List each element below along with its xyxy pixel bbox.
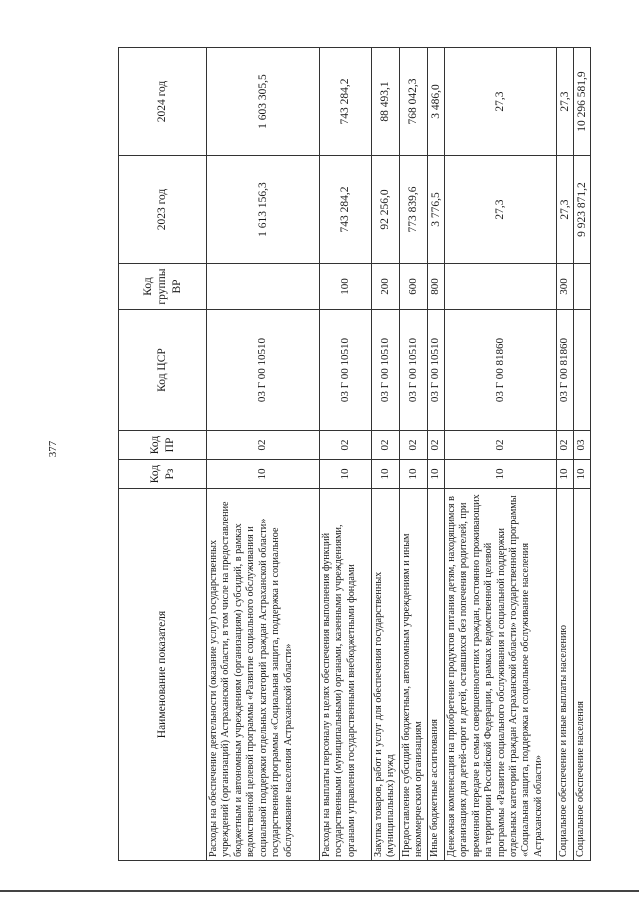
row-2024: 27,3 xyxy=(444,48,556,156)
bottom-rule xyxy=(0,890,639,892)
table-row xyxy=(573,48,590,861)
row-rz: 10 xyxy=(320,460,372,489)
row-name: Денежная компенсация на приобретение продуктов питания детям, находящимся в организациях для детей-сирот и детей, оставшихся без попечения родителей, при временной передаче в семьи совершеннолетних граждан, постоянно проживающих на территории Российской Федерации, в рамках ведомственной целевой программы «Развитие социального обслуживания и социальной поддержки отдельных категорий граждан Астраханской области» государственной программы «Социальная защита, поддержка и социальное обслуживание населения Астраханской области» xyxy=(444,489,556,861)
row-2024: 743 284,2 xyxy=(320,48,372,156)
row-rz: 10 xyxy=(573,460,590,489)
row-rz: 10 xyxy=(399,460,427,489)
row-pr: 02 xyxy=(427,431,444,460)
row-vr: 300 xyxy=(556,264,573,310)
row-pr: 03 xyxy=(573,431,590,460)
row-2024: 1 603 305,5 xyxy=(207,48,320,156)
row-vr: 600 xyxy=(399,264,427,310)
header-rz: Код Рз xyxy=(119,460,207,489)
row-vr xyxy=(207,264,320,310)
header-2024: 2024 год xyxy=(119,48,207,156)
row-2023: 3 776,5 xyxy=(427,156,444,264)
row-name: Социальное обеспечение населения xyxy=(573,489,590,861)
row-vr xyxy=(573,264,590,310)
header-2023: 2023 год xyxy=(119,156,207,264)
row-2024: 10 296 581,9 xyxy=(573,48,590,156)
row-csr: 03 Г 00 81860 xyxy=(556,310,573,431)
row-csr: 03 Г 00 10510 xyxy=(207,310,320,431)
row-vr xyxy=(444,264,556,310)
row-2024: 27,3 xyxy=(556,48,573,156)
row-name: Социальное обеспечение и иные выплаты населению xyxy=(556,489,573,861)
header-csr: Код ЦСР xyxy=(119,310,207,431)
table-row xyxy=(372,48,400,861)
row-2023: 92 256,0 xyxy=(372,156,400,264)
row-2024: 768 042,3 xyxy=(399,48,427,156)
table-row xyxy=(320,48,372,861)
row-rz: 10 xyxy=(444,460,556,489)
row-csr xyxy=(573,310,590,431)
table-row xyxy=(207,48,320,861)
row-pr: 02 xyxy=(444,431,556,460)
row-csr: 03 Г 00 10510 xyxy=(399,310,427,431)
page-number: 377 xyxy=(47,440,59,458)
table-row xyxy=(399,48,427,861)
row-2024: 88 493,1 xyxy=(372,48,400,156)
row-vr: 800 xyxy=(427,264,444,310)
row-2023: 773 839,6 xyxy=(399,156,427,264)
table-row xyxy=(427,48,444,861)
row-rz: 10 xyxy=(207,460,320,489)
table-row xyxy=(444,48,556,861)
row-pr: 02 xyxy=(372,431,400,460)
row-2023: 27,3 xyxy=(444,156,556,264)
table-header-row xyxy=(119,48,207,861)
row-name: Расходы на обеспечение деятельности (оказание услуг) государственных учреждений (организаций) Астраханской области, в том числе на предоставление бюджетным и автономным учреждениям (организациям) субсидий, в рамках ведомственной целевой программы «Развитие социального обслуживания и социальной поддержки отдельных категорий граждан Астраханской области» государственной программы «Социальная защита, поддержка и социальное обслуживание населения Астраханской области» xyxy=(207,489,320,861)
row-rz: 10 xyxy=(556,460,573,489)
header-vr: Код группы ВР xyxy=(119,264,207,310)
header-name: Наименование показателя xyxy=(119,489,207,861)
row-pr: 02 xyxy=(399,431,427,460)
row-rz: 10 xyxy=(372,460,400,489)
table-row xyxy=(556,48,573,861)
header-pr: Код ПР xyxy=(119,431,207,460)
row-name: Иные бюджетные ассигнования xyxy=(427,489,444,861)
budget-table xyxy=(118,47,591,861)
row-2023: 27,3 xyxy=(556,156,573,264)
row-pr: 02 xyxy=(556,431,573,460)
row-name: Расходы на выплаты персоналу в целях обеспечения выполнения функций государственными (муниципальными) органами, казенными учреждениями, органами управления государственными внебюджетными фондами xyxy=(320,489,372,861)
budget-table-rotated xyxy=(118,48,588,861)
row-csr: 03 Г 00 81860 xyxy=(444,310,556,431)
row-pr: 02 xyxy=(207,431,320,460)
row-2023: 743 284,2 xyxy=(320,156,372,264)
row-vr: 200 xyxy=(372,264,400,310)
row-2023: 1 613 156,3 xyxy=(207,156,320,264)
row-2023: 9 923 871,2 xyxy=(573,156,590,264)
row-rz: 10 xyxy=(427,460,444,489)
row-csr: 03 Г 00 10510 xyxy=(427,310,444,431)
row-name: Предоставление субсидий бюджетным, автономным учреждениям и иным некоммерческим организациям xyxy=(399,489,427,861)
row-pr: 02 xyxy=(320,431,372,460)
row-name: Закупка товаров, работ и услуг для обеспечения государственных (муниципальных) нужд xyxy=(372,489,400,861)
row-vr: 100 xyxy=(320,264,372,310)
row-csr: 03 Г 00 10510 xyxy=(372,310,400,431)
row-csr: 03 Г 00 10510 xyxy=(320,310,372,431)
row-2024: 3 486,0 xyxy=(427,48,444,156)
